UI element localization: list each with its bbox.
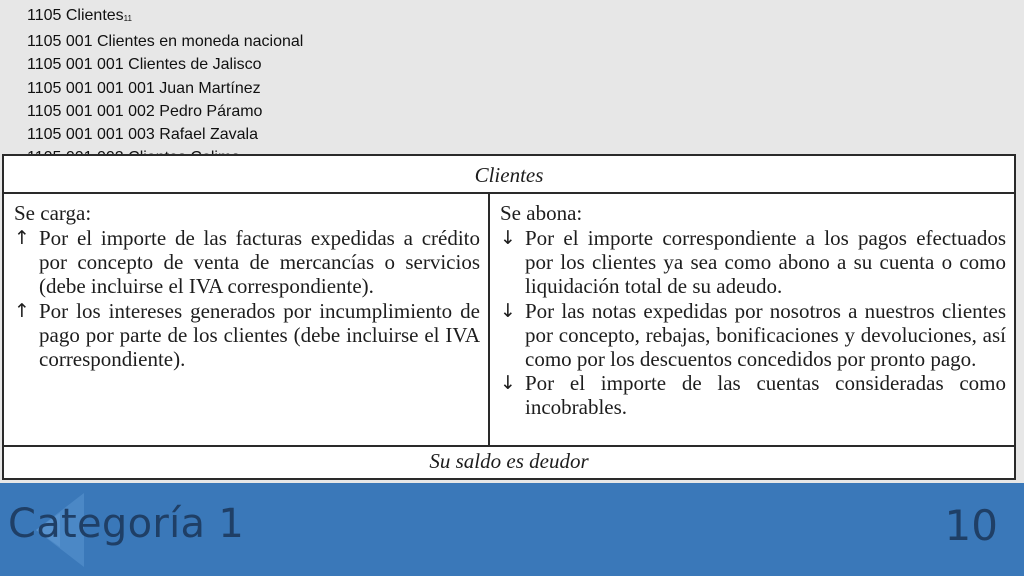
arrow-down-icon: ↓ — [500, 299, 516, 322]
account-rules-table — [2, 154, 1016, 480]
footnote-ref: 11 — [123, 14, 132, 23]
slide-footer — [0, 483, 1024, 576]
account-row: 1105 001 001 Clientes de Jalisco — [27, 56, 262, 74]
slide-number: 10 — [944, 501, 998, 550]
debit-entry: ↑ Por el importe de las facturas expedidas a crédito por concepto de venta de mercancías o servicios (debe incluirse el IVA correspondiente). — [14, 226, 480, 299]
table-title: Clientes — [4, 156, 1014, 194]
account-row: 1105 001 001 002 Pedro Páramo — [27, 102, 263, 120]
account-row: 1105 001 001 003 Rafael Zavala — [27, 126, 258, 144]
arrow-down-icon: ↓ — [500, 227, 516, 249]
credit-entry: ↓ Por las notas expedidas por nosotros a nuestros clientes por concepto, rebajas, bonificaciones y devoluciones, así como por los descuentos concedidos por pronto pago. — [500, 298, 1006, 372]
account-heading: 1105 Clientes$_{11}$ — [27, 7, 132, 24]
credit-heading: Se abona: — [500, 201, 583, 225]
arrow-up-icon: ↑ — [14, 299, 30, 322]
debit-heading: Se carga: — [14, 201, 92, 225]
balance-note: Su saldo es deudor — [429, 449, 589, 473]
slide-title: Categoría 1 — [8, 501, 245, 547]
credit-entry: ↓ Por el importe correspondiente a los pagos efectuados por los clientes ya sea como abono a su cuenta o como liquidación total de su adeudo. — [500, 226, 1006, 299]
credit-entry: ↓ Por el importe de las cuentas consideradas como incobrables. — [500, 371, 1006, 420]
credit-column — [490, 194, 1014, 445]
account-row: 1105 001 001 001 Juan Martínez — [27, 79, 261, 97]
account-row: 1105 001 Clientes en moneda nacional — [27, 33, 304, 51]
arrow-down-icon: ↓ — [500, 372, 516, 395]
debit-entry: ↑ Por los intereses generados por incumplimiento de pago por parte de los clientes (debe incluirse el IVA correspondiente). — [14, 298, 480, 372]
debit-column — [4, 194, 490, 445]
account-code-list — [27, 4, 627, 154]
arrow-up-icon: ↑ — [14, 227, 30, 249]
